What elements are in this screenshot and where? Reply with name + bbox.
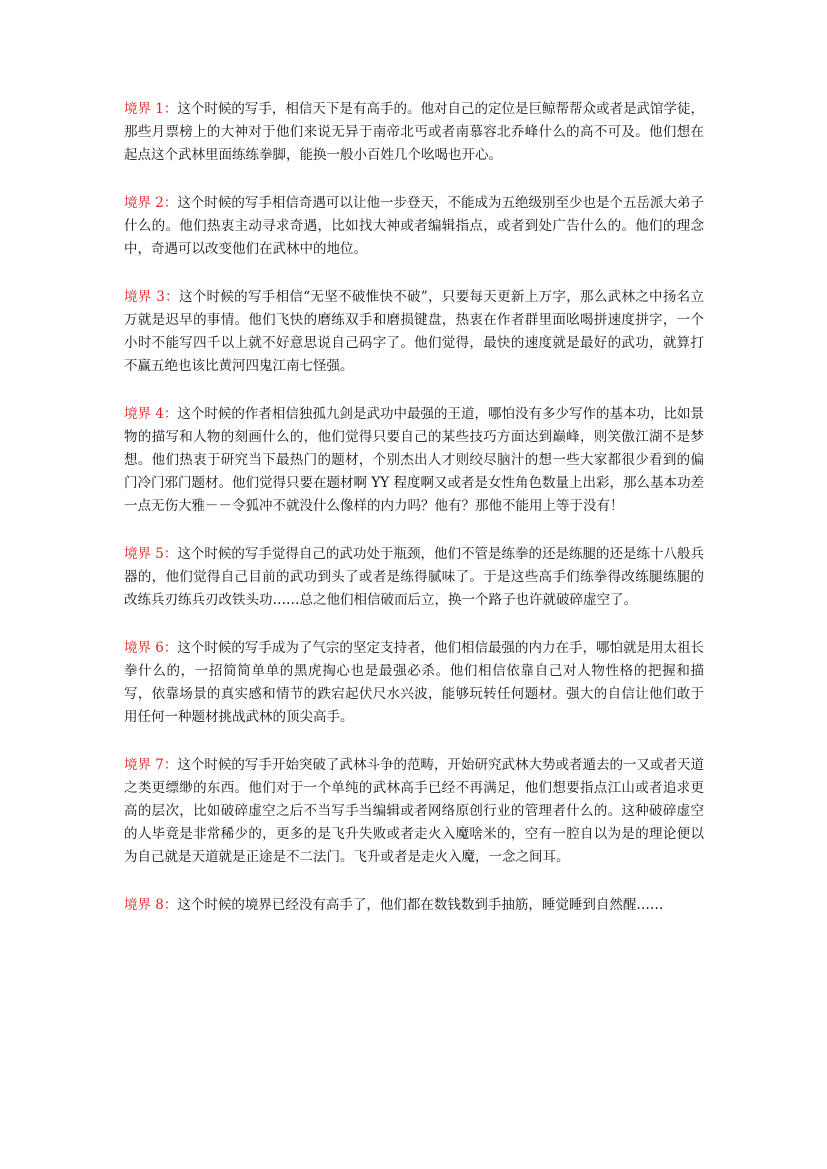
paragraph-realm-4: [124, 403, 704, 518]
paragraph-realm-5: [124, 543, 704, 612]
realm-label: 境界 6：: [124, 640, 178, 656]
paragraph-realm-3: [124, 286, 704, 378]
paragraph-text: 这个时候的写手相信奇遇可以让他一步登天，不能成为五绝级别至少也是个五岳派大弟子什么的。他们热衷主动寻求奇遇，比如找大神或者编辑指点，或者到处广告什么的。他们的理念中，奇遇可以改变他们在武林中的地位。: [124, 195, 705, 257]
paragraph-text: 这个时候的写手成为了气宗的坚定支持者，他们相信最强的内力在手，哪怕就是用太祖长拳什么的，一招简简单单的黑虎掏心也是最强必杀。他们相信依靠自己对人物性格的把握和描写，依靠场景的真实感和情节的跌宕起伏尺水兴波，能够玩转任何题材。强大的自信让他们敢于用任何一种题材挑战武林的顶尖高手。: [124, 640, 705, 725]
paragraph-realm-8: [124, 894, 704, 917]
paragraph-realm-1: [124, 98, 704, 167]
paragraph-text: 这个时候的写手，相信天下是有高手的。他对自己的定位是巨鲸帮帮众或者是武馆学徒，那些月票榜上的大神对于他们来说无异于南帝北丐或者南慕容北乔峰什么的高不可及。他们想在起点这个武林里面练练拳脚，能换一般小百姓几个吆喝也开心。: [124, 101, 705, 163]
document-page: [124, 98, 704, 917]
paragraph-text: 这个时候的写手相信“无坚不破惟快不破”，只要每天更新上万字，那么武林之中扬名立万就是迟早的事情。他们飞快的磨练双手和磨损键盘，热衷在作者群里面吆喝拼速度拼字，一个小时不能写四千以上就不好意思说自己码字了。他们觉得，最快的速度就是最好的武功，就算打不赢五绝也该比黄河四鬼江南七怪强。: [124, 289, 704, 374]
paragraph-text: 这个时候的境界已经没有高手了，他们都在数钱数到手抽筋，睡觉睡到自然醒……: [177, 897, 664, 913]
paragraph-text: 这个时候的写手开始突破了武林斗争的范畴，开始研究武林大势或者遁去的一又或者天道之类更缥缈的东西。他们对于一个单纯的武林高手已经不再满足，他们想要指点江山或者追求更高的层次，比如破碎虚空之后不当写手当编辑或者网络原创行业的管理者什么的。这种破碎虚空的人毕竟是非常稀少的，更多的是飞升失败或者走火入魔啥米的，空有一腔自以为是的理论便以为自己就是天道就是正途是不二法门。飞升或者是走火入魔，一念之间耳。: [124, 757, 705, 865]
realm-label: 境界 4：: [124, 406, 178, 422]
realm-label: 境界 5：: [124, 546, 178, 562]
realm-label: 境界 8：: [124, 897, 178, 913]
paragraph-realm-7: [124, 754, 704, 869]
paragraph-realm-2: [124, 192, 704, 261]
paragraph-realm-6: [124, 637, 704, 729]
realm-label: 境界 2：: [124, 195, 178, 211]
realm-label: 境界 3：: [124, 289, 179, 305]
paragraph-text: 这个时候的作者相信独孤九剑是武功中最强的王道，哪怕没有多少写作的基本功，比如景物的描写和人物的刻画什么的，他们觉得只要自己的某些技巧方面达到巅峰，则笑傲江湖不是梦想。他们热衷于研究当下最热门的题材，个别杰出人才则绞尽脑汁的想一些大家都很少看到的偏门冷门邪门题材。他们觉得只要在题材啊 YY 程度啊又或者是女性角色数量上出彩，那么基本功差一点无伤大雅－－令狐冲不就没什么像样的内力吗？他有？那他不能用上等于没有！: [124, 406, 705, 514]
realm-label: 境界 1：: [124, 101, 178, 117]
realm-label: 境界 7：: [124, 757, 178, 773]
paragraph-text: 这个时候的写手觉得自己的武功处于瓶颈，他们不管是练拳的还是练腿的还是练十八般兵器的，他们觉得自己目前的武功到头了或者是练得腻味了。于是这些高手们练拳得改练腿练腿的改练兵刃练兵刃改铁头功……总之他们相信破而后立，换一个路子也许就破碎虚空了。: [124, 546, 705, 608]
